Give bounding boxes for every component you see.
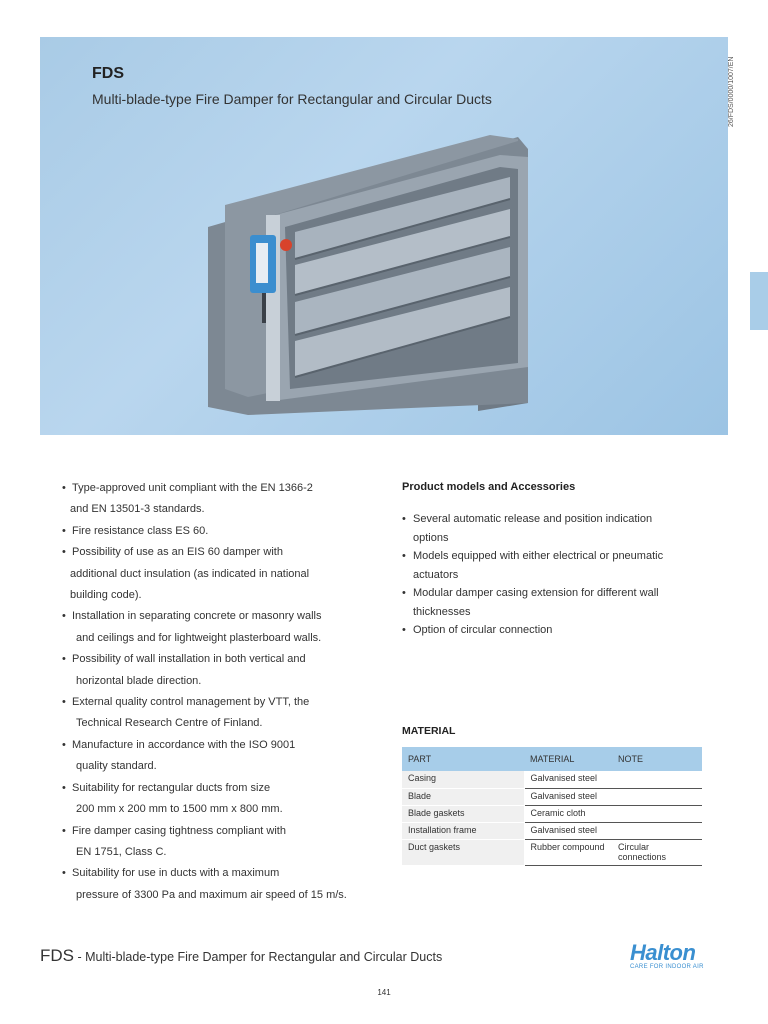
feature-continuation: horizontal blade direction.	[76, 674, 202, 687]
models-list	[402, 510, 712, 640]
cell-material: Ceramic cloth	[524, 805, 612, 822]
header-note: NOTE	[612, 747, 702, 771]
model-item: • Modular damper casing extension for different wall	[402, 584, 712, 603]
table-header-row	[402, 747, 702, 771]
model-continuation: options	[413, 531, 449, 544]
feature-item: • Possibility of use as an EIS 60 damper with	[62, 542, 382, 563]
section-tab	[750, 272, 768, 330]
header-part: PART	[402, 747, 524, 771]
release-indicator	[280, 239, 292, 251]
cell-material: Galvanised steel	[524, 822, 612, 839]
document-code: 26/FDS/0000/1007/EN	[728, 56, 735, 127]
feature-item: • Installation in separating concrete or masonry walls	[62, 606, 382, 627]
footer-code: FDS	[40, 946, 74, 965]
feature-continuation: building code).	[70, 589, 142, 602]
feature-item: • Suitability for use in ducts with a maximum	[62, 863, 382, 884]
cell-note	[612, 822, 702, 839]
feature-item: • Type-approved unit compliant with the EN 1366-2	[62, 478, 382, 499]
feature-item: • Possibility of wall installation in both vertical and	[62, 649, 382, 670]
footer-description: - Multi-blade-type Fire Damper for Rectangular and Circular Ducts	[74, 950, 443, 964]
cell-note	[612, 805, 702, 822]
model-item: • Models equipped with either electrical or pneumatic	[402, 547, 712, 566]
feature-item: • Fire resistance class ES 60.	[62, 521, 382, 542]
feature-continuation: quality standard.	[76, 760, 157, 773]
model-item: • Several automatic release and position indication	[402, 510, 712, 529]
cell-part: Duct gaskets	[402, 839, 524, 865]
cell-material: Galvanised steel	[524, 788, 612, 805]
cell-note: Circular connections	[612, 839, 702, 865]
cell-part: Casing	[402, 771, 524, 788]
material-heading: MATERIAL	[402, 725, 456, 737]
cell-part: Blade	[402, 788, 524, 805]
material-table	[402, 747, 702, 866]
feature-continuation: additional duct insulation (as indicated in national	[70, 567, 310, 580]
feature-continuation: and EN 13501-3 standards.	[70, 503, 205, 516]
fire-damper-product-image	[40, 37, 728, 435]
product-title: FDS	[92, 65, 124, 82]
feature-continuation: 200 mm x 200 mm to 1500 mm x 800 mm.	[76, 803, 283, 816]
cell-material: Rubber compound	[524, 839, 612, 865]
cell-material: Galvanised steel	[524, 771, 612, 788]
footer-title	[40, 946, 442, 966]
cell-part: Blade gaskets	[402, 805, 524, 822]
feature-item: • Fire damper casing tightness compliant with	[62, 821, 382, 842]
halton-logo	[630, 940, 730, 972]
actuator-window	[256, 243, 268, 283]
hero-banner	[40, 37, 728, 435]
feature-item: • External quality control management by VTT, the	[62, 692, 382, 713]
header-material: MATERIAL	[524, 747, 612, 771]
table-row	[402, 839, 702, 865]
model-continuation: actuators	[413, 568, 459, 581]
page-number: 141	[377, 988, 391, 997]
cell-note	[612, 788, 702, 805]
feature-list	[62, 478, 382, 906]
feature-continuation: and ceilings and for lightweight plasterboard walls.	[76, 631, 322, 644]
feature-continuation: pressure of 3300 Pa and maximum air speed of 15 m/s.	[76, 888, 347, 901]
cell-part: Installation frame	[402, 822, 524, 839]
table-row	[402, 822, 702, 839]
table-row	[402, 771, 702, 788]
logo-tagline: CARE FOR INDOOR AIR	[630, 964, 704, 970]
feature-item: • Suitability for rectangular ducts from size	[62, 778, 382, 799]
cell-note	[612, 771, 702, 788]
feature-continuation: Technical Research Centre of Finland.	[76, 717, 263, 730]
models-heading: Product models and Accessories	[402, 481, 576, 493]
actuator-rod	[262, 293, 266, 323]
feature-item: • Manufacture in accordance with the ISO 9001	[62, 735, 382, 756]
logo-name: Halton	[630, 940, 696, 965]
table-row	[402, 788, 702, 805]
feature-continuation: EN 1751, Class C.	[76, 845, 167, 858]
model-continuation: thicknesses	[413, 605, 471, 618]
table-row	[402, 805, 702, 822]
model-item: • Option of circular connection	[402, 621, 712, 640]
product-subtitle: Multi-blade-type Fire Damper for Rectangular and Circular Ducts	[92, 91, 492, 107]
